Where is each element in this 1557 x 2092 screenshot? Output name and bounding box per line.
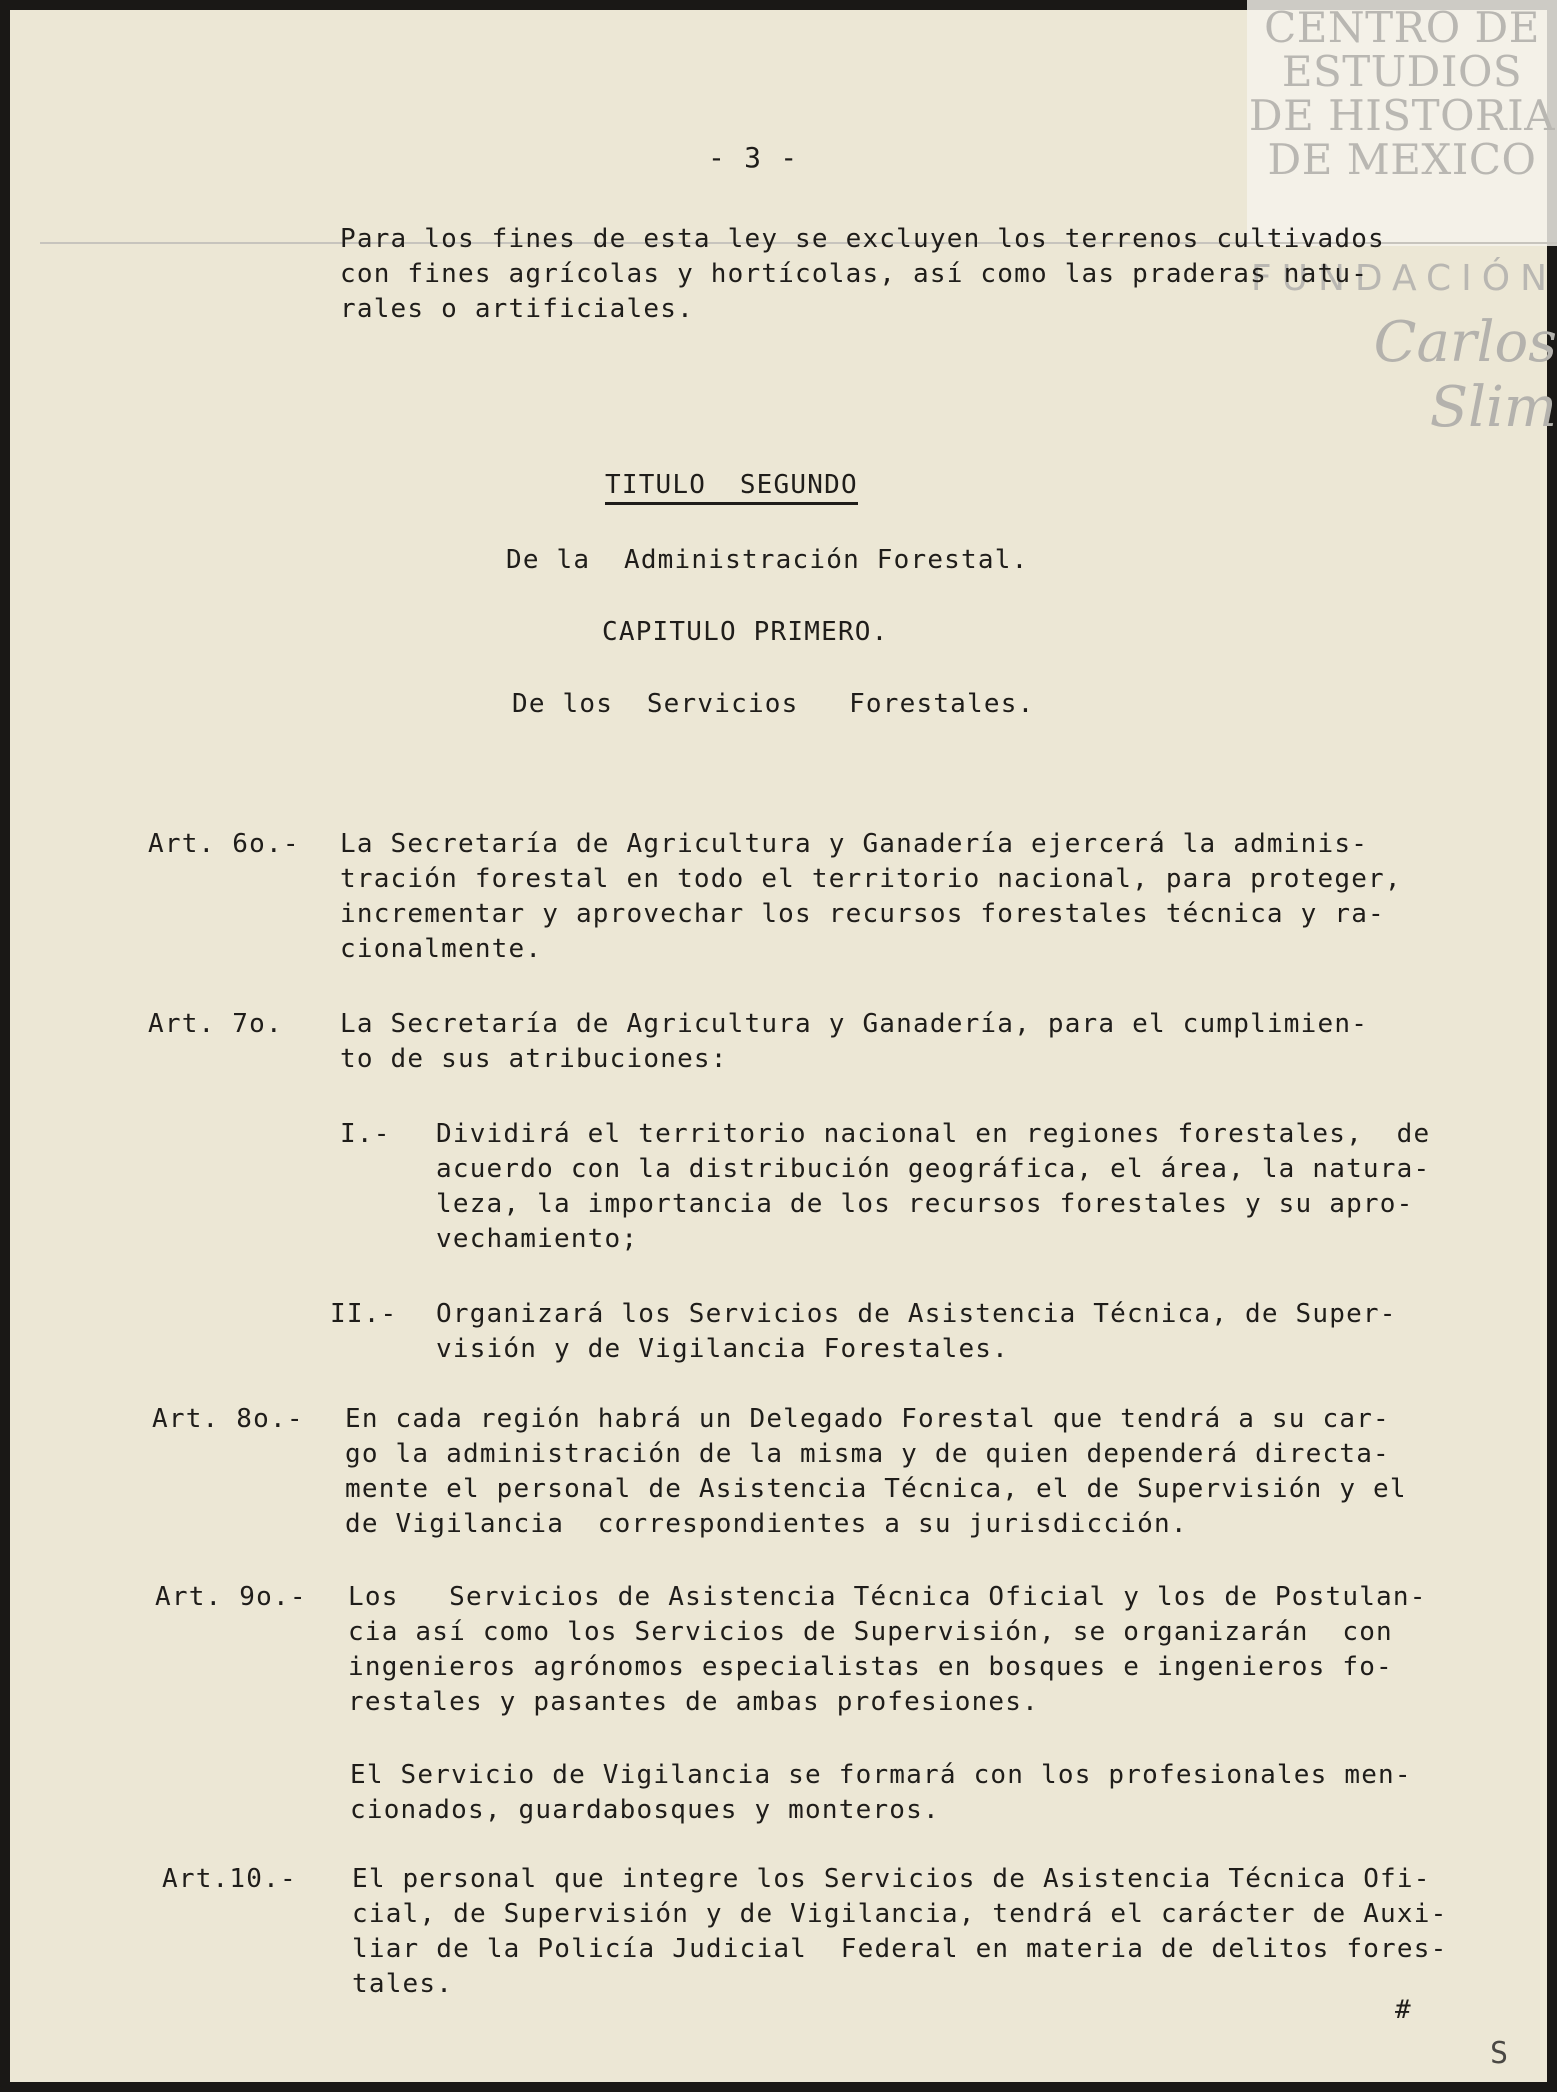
chapter-subtitle: De los Servicios Forestales. <box>512 689 1035 719</box>
article-line: ingenieros agrónomos especialistas en bosques e ingenieros fo- <box>348 1652 1393 1682</box>
item-line: Organizará los Servicios de Asistencia Técnica, de Super- <box>436 1299 1397 1329</box>
article-line: La Secretaría de Agricultura y Ganadería ejercerá la adminis- <box>340 829 1369 859</box>
article-label: Art. 8o.- <box>152 1404 304 1434</box>
article-label: Art. 6o.- <box>148 829 300 859</box>
article-line: tales. <box>352 1969 454 1999</box>
title-heading: TITULO SEGUNDO <box>605 470 858 505</box>
article-line: En cada región habrá un Delegado Forestal que tendrá a su car- <box>345 1404 1390 1434</box>
intro-line: Para los fines de esta ley se excluyen los terrenos cultivados <box>340 224 1385 254</box>
watermark-line: ESTUDIOS <box>1281 47 1523 96</box>
article-line: restales y pasantes de ambas profesiones. <box>348 1687 1039 1717</box>
watermark-line: DE MEXICO <box>1267 135 1537 184</box>
article-label: Art. 9o.- <box>155 1582 307 1612</box>
item-line: Dividirá el territorio nacional en regiones forestales, de <box>436 1119 1431 1149</box>
article-line: de Vigilancia correspondientes a su jurisdicción. <box>345 1509 1188 1539</box>
article-line: tración forestal en todo el territorio nacional, para proteger, <box>340 864 1402 894</box>
item-numeral: II.- <box>330 1299 398 1329</box>
item-line: visión y de Vigilancia Forestales. <box>436 1334 1010 1364</box>
article-line: mente el personal de Asistencia Técnica, el de Supervisión y el <box>345 1474 1407 1504</box>
article-line: cia así como los Servicios de Supervisión, se organizarán con <box>348 1617 1393 1647</box>
article-line: cial, de Supervisión y de Vigilancia, tendrá el carácter de Auxi- <box>352 1899 1448 1929</box>
article-line: El personal que integre los Servicios de Asistencia Técnica Ofi- <box>352 1864 1431 1894</box>
watermark-foundation: FUNDACIÓN <box>1250 258 1557 299</box>
article-line: incrementar y aprovechar los recursos forestales técnica y ra- <box>340 899 1385 929</box>
article-label: Art.10.- <box>162 1864 297 1894</box>
article-line: El Servicio de Vigilancia se formará con los profesionales men- <box>350 1760 1412 1790</box>
item-numeral: I.- <box>340 1119 391 1149</box>
item-line: leza, la importancia de los recursos forestales y su apro- <box>436 1189 1414 1219</box>
chapter-heading: CAPITULO PRIMERO. <box>602 617 889 647</box>
footer-mark: # <box>1395 1995 1412 2025</box>
intro-line: rales o artificiales. <box>340 294 694 324</box>
watermark-line: CENTRO DE <box>1264 3 1540 52</box>
article-line: to de sus atribuciones: <box>340 1044 728 1074</box>
pencil-mark: S <box>1490 2036 1509 2071</box>
article-line: cionados, guardabosques y monteros. <box>350 1795 940 1825</box>
article-line: La Secretaría de Agricultura y Ganadería, para el cumplimien- <box>340 1009 1369 1039</box>
article-line: cionalmente. <box>340 934 543 964</box>
watermark-signature: Carlos Slim <box>1373 310 1557 440</box>
item-line: acuerdo con la distribución geográfica, el área, la natura- <box>436 1154 1431 1184</box>
article-line: go la administración de la misma y de quien dependerá directa- <box>345 1439 1390 1469</box>
article-line: Los Servicios de Asistencia Técnica Oficial y los de Postulan- <box>348 1582 1427 1612</box>
intro-line: con fines agrícolas y hortícolas, así como las praderas natu- <box>340 259 1369 289</box>
item-line: vechamiento; <box>436 1224 639 1254</box>
article-label: Art. 7o. <box>148 1009 283 1039</box>
subtitle-heading: De la Administración Forestal. <box>506 545 1029 575</box>
watermark-line: DE HISTORIA <box>1248 91 1556 140</box>
article-line: liar de la Policía Judicial Federal en materia de delitos fores- <box>352 1934 1448 1964</box>
page-number: - 3 - <box>708 141 799 174</box>
archive-watermark <box>1247 0 1557 246</box>
